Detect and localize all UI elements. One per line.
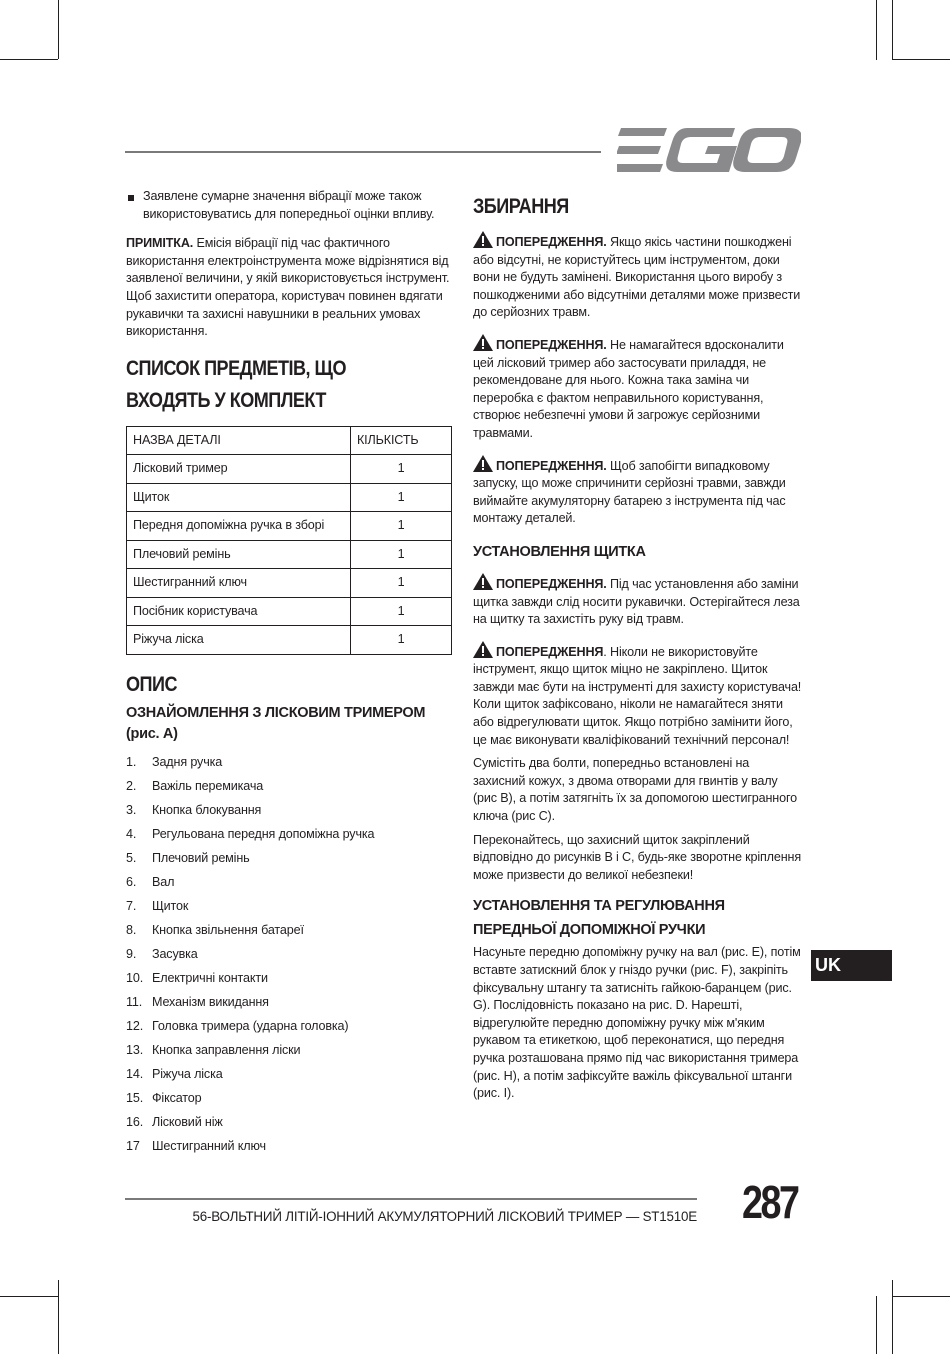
crop-mark [58, 1280, 59, 1354]
warning-text: Не намагайтеся вдосконалити цей лісковий тример або застосувати приладдя, не рекомендоване для нього. Кожна така заміна чи переробка є фактом неправильного користування, створює небезпечні умови й загрожує серйозними травмами. [473, 337, 784, 440]
list-number: 7. [126, 898, 137, 913]
contents-table [126, 426, 452, 655]
table-cell: 1 [351, 455, 452, 484]
list-number: 8. [126, 922, 137, 937]
list-label: Важіль перемикача [152, 778, 264, 793]
list-label: Кнопка блокування [152, 802, 262, 817]
list-item [126, 943, 454, 967]
table-header-cell: НАЗВА ДЕТАЛІ [127, 426, 351, 455]
list-number: 13. [126, 1042, 144, 1057]
list-label: Ріжуча ліска [152, 1066, 223, 1081]
bullet-square-icon [128, 195, 134, 201]
list-label: Шестигранний ключ [152, 1138, 266, 1153]
header-rule [125, 151, 601, 153]
language-tab: UK [811, 950, 892, 981]
crop-mark [0, 59, 58, 60]
table-row [127, 483, 452, 512]
list-item [126, 751, 454, 775]
list-label: Кнопка звільнення батареї [152, 922, 304, 937]
table-row [127, 597, 452, 626]
familiarization-heading: ОЗНАЙОМЛЕННЯ З ЛІСКОВИМ ТРИМЕРОМ (рис. А) [126, 704, 426, 742]
table-cell: 1 [351, 540, 452, 569]
table-cell: 1 [351, 569, 452, 598]
list-item [126, 847, 454, 871]
crop-mark [892, 1280, 893, 1354]
footer-product-title: 56-ВОЛЬТНИЙ ЛІТІЙ-ІОННИЙ АКУМУЛЯТОРНИЙ ЛІСКОВИЙ ТРИМЕР — ST1510E [192, 1209, 697, 1224]
table-cell: Шестигранний ключ [127, 569, 351, 598]
crop-mark [0, 1296, 58, 1297]
handle-paragraph: Насуньте передню допоміжну ручку на вал (рис. Е), потім вставте затискний блок у гніздо ручки (рис. F), закріпіть фіксувальну штангу та затисніть гайкою-баранцем (рис. G). Послідовність показано на рис. D. Нарешті, відрегулюйте передню допоміжну ручку між м'яким рукавом та етикеткою, щоб переконатися, що передня ручка розташована прямо під час використання тримера (рис. Н), а потім зафіксуйте важіль фіксувальної штанги (рис. І). [473, 945, 801, 1101]
list-number: 11. [126, 994, 143, 1009]
crop-mark [892, 0, 893, 59]
table-row [127, 626, 452, 655]
list-number: 15. [126, 1090, 144, 1105]
list-label: Головка тримера (ударна головка) [152, 1018, 349, 1033]
list-item [126, 799, 454, 823]
list-number: 4. [126, 826, 137, 841]
list-number: 1. [126, 754, 137, 769]
list-number: 5. [126, 850, 137, 865]
list-number: 14. [126, 1066, 144, 1081]
description-heading: ОПИС [126, 672, 177, 696]
list-number: 9. [126, 946, 137, 961]
list-number: 12. [126, 1018, 144, 1033]
list-label: Задня ручка [152, 754, 223, 769]
crop-mark [892, 1296, 950, 1297]
list-item [126, 823, 454, 847]
list-label: Електричні контакти [152, 970, 268, 985]
note-label: ПРИМІТКА. [126, 236, 194, 251]
left-column [126, 188, 454, 1159]
table-cell: 1 [351, 512, 452, 541]
crop-mark [876, 0, 877, 60]
warning-paragraph [473, 334, 803, 443]
list-item [126, 1015, 454, 1039]
table-cell: 1 [351, 597, 452, 626]
list-item [126, 919, 454, 943]
contents-heading: СПИСОК ПРЕДМЕТІВ, ЩО ВХОДЯТЬ У КОМПЛЕКТ [126, 356, 346, 412]
list-item [126, 1111, 454, 1135]
list-item [126, 1135, 454, 1159]
warning-triangle-icon [473, 334, 493, 351]
table-cell: 1 [351, 626, 452, 655]
list-label: Кнопка заправлення ліски [152, 1042, 301, 1057]
table-cell: Плечовий ремінь [127, 540, 351, 569]
list-number: 16. [126, 1114, 144, 1129]
warning-text: Під час установлення або заміни щитка завжди слід носити рукавички. Остерігайтеся леза на щитку та захистіть руку від травм. [473, 576, 800, 627]
crop-mark [876, 1296, 877, 1354]
warning-paragraph [473, 573, 803, 629]
list-label: Плечовий ремінь [152, 850, 250, 865]
warning-paragraph [473, 231, 803, 322]
list-number: 2. [126, 778, 137, 793]
right-column [473, 188, 803, 1103]
warning-triangle-icon [473, 455, 493, 472]
list-item [126, 1063, 454, 1087]
table-cell: Передня допоміжна ручка в зборі [127, 512, 351, 541]
warning-label: ПОПЕРЕДЖЕННЯ. [496, 235, 607, 249]
list-number: 10. [126, 970, 144, 985]
table-cell: Ріжуча ліска [127, 626, 351, 655]
crop-mark [892, 59, 950, 60]
warning-text: . Ніколи не використовуйте інструмент, якщо щиток міцно не закріплено. Щиток завжди має бути на інструменті для захисту користувача! Коли щиток зафіксовано, ніколи не намагайтеся зняти або відрегулювати щиток. Якщо потрібно замінити його, це має виконувати кваліфікований технічний персонал! [473, 644, 802, 747]
table-header-cell: КІЛЬКІСТЬ [351, 426, 452, 455]
list-item [126, 775, 454, 799]
note-paragraph [126, 235, 454, 341]
list-number: 17 [126, 1138, 140, 1153]
table-cell: Лісковий тример [127, 455, 351, 484]
warning-text: Щоб запобігти випадковому запуску, що може спричинити серйозні травми, завжди виймайте акумуляторну батарею з інструмента під час монтажу деталей. [473, 458, 786, 526]
list-item [126, 871, 454, 895]
list-label: Механізм викидання [152, 994, 269, 1009]
warning-label: ПОПЕРЕДЖЕННЯ. [496, 337, 607, 352]
guard-paragraph: Переконайтесь, що захисний щиток закріплений відповідно до рисунків В і С, будь-яке зворотне кріплення може призвести до великої небезпеки! [473, 832, 802, 882]
warning-triangle-icon [473, 573, 493, 590]
warning-label: ПОПЕРЕДЖЕННЯ. [496, 458, 607, 473]
list-label: Фіксатор [152, 1090, 202, 1105]
list-number: 3. [126, 802, 137, 817]
handle-heading: УСТАНОВЛЕННЯ ТА РЕГУЛЮВАННЯ ПЕРЕДНЬОЇ ДОПОМІЖНОЇ РУЧКИ [473, 898, 725, 939]
page-number: 287 [742, 1176, 798, 1228]
list-label: Регульована передня допоміжна ручка [152, 826, 375, 841]
list-item [126, 1087, 454, 1111]
list-label: Лісковий ніж [152, 1114, 223, 1129]
table-header-row [127, 426, 452, 455]
list-label: Вал [152, 874, 175, 889]
footer-rule [125, 1198, 697, 1200]
warning-text: Якщо якісь частини пошкоджені або відсутні, не користуйтесь цим інструментом, доки вони не будуть замінені. Використання цього виробу з пошкодженими або відсутніми деталями може призвести до серйозних травм. [473, 235, 801, 320]
warning-paragraph [473, 455, 803, 528]
guard-paragraph: Сумістіть два болти, попередньо встановлені на захисний кожух, з двома отворами для гвинтів у валу (рис В), а потім затягніть їх за допомогою шестигранного ключа (рис С). [473, 756, 797, 824]
guard-heading: УСТАНОВЛЕННЯ ЩИТКА [473, 543, 646, 560]
assembly-heading: ЗБИРАННЯ [473, 195, 569, 218]
warning-label: ПОПЕРЕДЖЕННЯ. [496, 576, 607, 591]
table-row [127, 540, 452, 569]
vibration-bullet [126, 188, 454, 223]
list-item [126, 991, 454, 1015]
ego-logo [617, 128, 801, 172]
warning-triangle-icon [473, 231, 493, 248]
parts-list [126, 751, 454, 1159]
list-item [126, 895, 454, 919]
list-label: Засувка [152, 946, 198, 961]
list-number: 6. [126, 874, 137, 889]
table-row [127, 569, 452, 598]
table-cell: Посібник користувача [127, 597, 351, 626]
note-text: Емісія вібрації під час фактичного використання електроінструмента може відрізнятися від заявленої величини, у якій використовується інструмент. Щоб захистити оператора, користувач повинен вдягати рукавички та захисні навушники в реальних умовах використання. [126, 236, 450, 339]
warning-triangle-icon [473, 641, 493, 658]
list-item [126, 967, 454, 991]
crop-mark [58, 0, 59, 59]
bullet-text: Заявлене сумарне значення вібрації може також використовуватись для попередньої оцінки впливу. [143, 189, 435, 221]
warning-paragraph [473, 641, 803, 750]
list-label: Щиток [152, 898, 189, 913]
list-item [126, 1039, 454, 1063]
table-cell: Щиток [127, 483, 351, 512]
table-row [127, 512, 452, 541]
table-cell: 1 [351, 483, 452, 512]
warning-label: ПОПЕРЕДЖЕННЯ [496, 644, 604, 659]
table-row [127, 455, 452, 484]
